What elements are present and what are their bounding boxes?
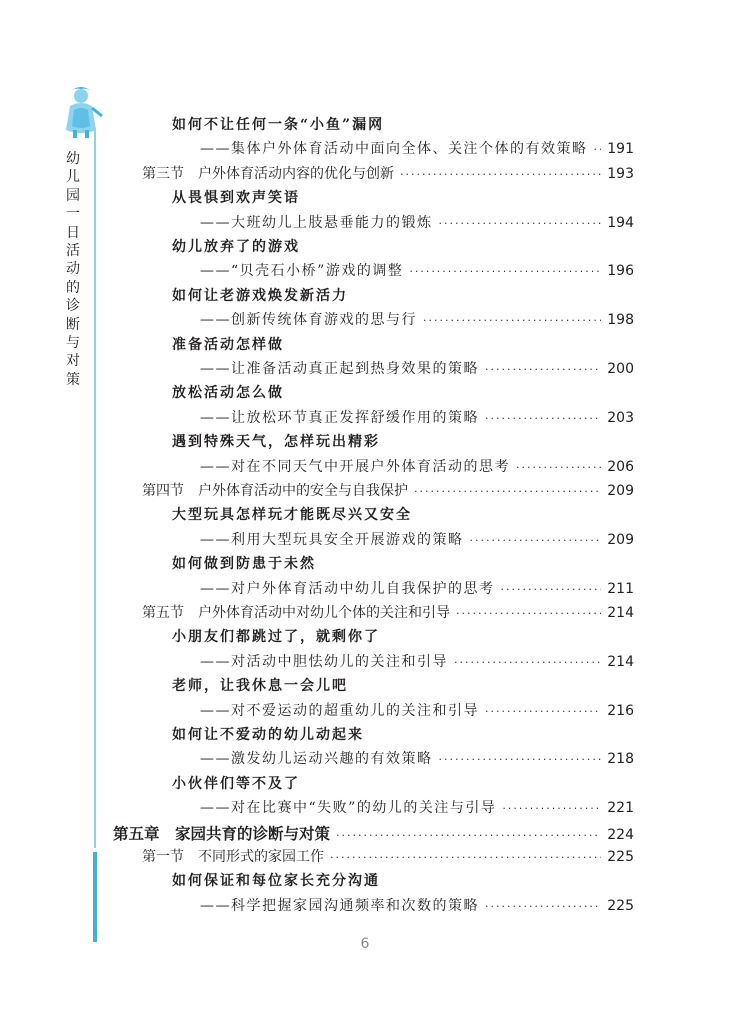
toc-page-number: 224: [607, 826, 634, 843]
toc-subtitle: ——对在不同天气中开展户外体育活动的思考: [200, 458, 510, 475]
toc-page-number: 206: [607, 458, 634, 475]
toc-subtitle: ——对活动中胆怯幼儿的关注和引导: [200, 653, 448, 670]
toc-subtitle-row[interactable]: [200, 260, 634, 280]
dot-leader: [485, 705, 601, 718]
child-figure-logo-icon: [58, 86, 104, 138]
toc-story-title-row[interactable]: [172, 431, 380, 451]
toc-subtitle: ——利用大型玩具安全开展游戏的策略: [200, 531, 464, 548]
toc-story-title-row[interactable]: [172, 724, 364, 744]
toc-page-number: 216: [607, 702, 634, 719]
toc-page-number: 221: [607, 800, 634, 817]
dot-leader: [439, 753, 602, 766]
toc-section: 第三节 户外体育活动内容的优化与创新: [142, 165, 394, 182]
toc-page-number: 218: [607, 751, 634, 768]
toc-section-row[interactable]: [142, 602, 634, 622]
book-title-vertical: 幼儿园一日活动的诊断与对策: [66, 151, 80, 388]
toc-subtitle: ——集体户外体育活动中面向全体、关注个体的有效策略: [200, 141, 588, 158]
toc-chapter-row[interactable]: [113, 822, 634, 844]
toc-page-number: 214: [607, 605, 634, 621]
toc-section: 第五节 户外体育活动中对幼儿个体的关注和引导: [142, 605, 450, 621]
dot-leader: [336, 829, 601, 842]
toc-subtitle: ——大班幼儿上肢悬垂能力的锻炼: [200, 214, 433, 231]
dot-leader: [456, 607, 601, 620]
dot-leader: [423, 314, 601, 327]
toc-subtitle-row[interactable]: [200, 212, 634, 232]
toc-story-title: 如何保证和每位家长充分沟通: [172, 873, 380, 890]
toc-subtitle-row[interactable]: [200, 138, 634, 158]
toc-subtitle-row[interactable]: [200, 309, 634, 329]
dot-leader: [439, 217, 602, 230]
toc-section-row[interactable]: [142, 480, 634, 500]
dot-leader: [594, 143, 602, 156]
toc-story-title-row[interactable]: [172, 626, 380, 646]
sidebar-rule: [94, 128, 96, 848]
page-number: 6: [360, 936, 370, 952]
toc-story-title: 放松活动怎么做: [172, 385, 284, 402]
toc-story-title: 小伙伴们等不及了: [172, 775, 300, 792]
dot-leader: [470, 534, 602, 547]
dot-leader: [485, 363, 601, 376]
toc-story-title: 遇到特殊天气，怎样玩出精彩: [172, 434, 380, 451]
dot-leader: [485, 900, 601, 913]
toc-subtitle: ——对户外体育活动中幼儿自我保护的思考: [200, 580, 495, 597]
toc-page-number: 209: [607, 531, 634, 548]
toc-subtitle: ——对不爱运动的超重幼儿的关注和引导: [200, 702, 479, 719]
toc-story-title: 大型玩具怎样玩才能既尽兴又安全: [172, 507, 412, 524]
toc-page-number: 209: [607, 483, 634, 499]
toc-section: 第一节 不同形式的家园工作: [142, 849, 324, 865]
toc-subtitle-row[interactable]: [200, 529, 634, 549]
toc-story-title: 从畏惧到欢声笑语: [172, 190, 300, 207]
toc-story-title-row[interactable]: [172, 382, 284, 402]
dot-leader: [502, 802, 601, 815]
toc-story-title: 如何不让任何一条“小鱼”漏网: [172, 117, 385, 133]
toc-page-number: 211: [607, 580, 634, 597]
toc-subtitle: ——让放松环节真正发挥舒缓作用的策略: [200, 409, 479, 426]
toc-subtitle: ——激发幼儿运动兴趣的有效策略: [200, 751, 433, 768]
toc-story-title-row[interactable]: [172, 334, 284, 354]
toc-subtitle-row[interactable]: [200, 407, 634, 427]
sidebar-accent-bar: [93, 852, 97, 942]
toc-subtitle: ——让准备活动真正起到热身效果的策略: [200, 361, 479, 377]
toc-story-title-row[interactable]: [172, 187, 300, 207]
dot-leader: [330, 851, 601, 864]
toc-page-number: 193: [607, 165, 634, 182]
toc-page-number: 225: [607, 897, 634, 914]
toc-story-title-row[interactable]: [172, 773, 300, 793]
toc-story-title-row[interactable]: [172, 236, 300, 256]
toc-subtitle: ——对在比赛中“失败”的幼儿的关注与引导: [200, 800, 497, 817]
toc-story-title-row[interactable]: [172, 553, 316, 573]
toc-subtitle: ——科学把握家园沟通频率和次数的策略: [200, 897, 479, 914]
toc-story-title-row[interactable]: [172, 870, 380, 890]
dot-leader: [485, 412, 601, 425]
toc-page-number: 203: [607, 409, 634, 426]
toc-page-number: 194: [607, 214, 634, 231]
toc-section: 第四节 户外体育活动中的安全与自我保护: [142, 483, 408, 499]
toc-subtitle-row[interactable]: [200, 578, 634, 598]
toc-story-title: 如何让不爱动的幼儿动起来: [172, 727, 364, 743]
dot-leader: [409, 265, 601, 278]
toc-page-number: 198: [607, 312, 634, 329]
toc-subtitle-row[interactable]: [200, 895, 634, 915]
toc-story-title: 如何让老游戏焕发新活力: [172, 287, 348, 304]
toc-story-title: 如何做到防患于未然: [172, 556, 316, 573]
toc-story-title-row[interactable]: [172, 504, 412, 524]
toc-subtitle: ——“贝壳石小桥”游戏的调整: [200, 263, 404, 280]
toc-section-row[interactable]: [142, 846, 634, 866]
toc-page-number: 196: [607, 263, 634, 280]
toc-subtitle-row[interactable]: [200, 358, 634, 378]
toc-page-number: 191: [607, 141, 634, 158]
toc-subtitle: ——创新传统体育游戏的思与行: [200, 312, 417, 329]
toc-subtitle-row[interactable]: [200, 700, 634, 720]
toc-story-title-row[interactable]: [172, 285, 348, 305]
dot-leader: [501, 583, 602, 596]
toc-subtitle-row[interactable]: [200, 748, 634, 768]
toc-page-number: 225: [607, 849, 634, 865]
toc-page-number: 200: [607, 361, 634, 377]
toc-story-title: 准备活动怎样做: [172, 336, 284, 353]
toc-subtitle-row[interactable]: [200, 456, 634, 476]
toc-chapter: 第五章 家园共育的诊断与对策: [113, 824, 331, 843]
toc-subtitle-row[interactable]: [200, 651, 634, 671]
dot-leader: [414, 485, 601, 498]
dot-leader: [454, 656, 601, 669]
dot-leader: [400, 168, 601, 181]
toc-story-title-row[interactable]: [172, 675, 348, 695]
toc-story-title-row[interactable]: [172, 114, 384, 134]
toc-page-number: 214: [607, 653, 634, 670]
toc-section-row[interactable]: [142, 163, 634, 183]
toc-story-title: 小朋友们都跳过了，就剩你了: [172, 629, 380, 646]
toc-subtitle-row[interactable]: [200, 797, 634, 817]
toc-story-title: 老师，让我休息一会儿吧: [172, 678, 348, 695]
toc-story-title: 幼儿放弃了的游戏: [172, 239, 300, 255]
dot-leader: [516, 461, 601, 474]
